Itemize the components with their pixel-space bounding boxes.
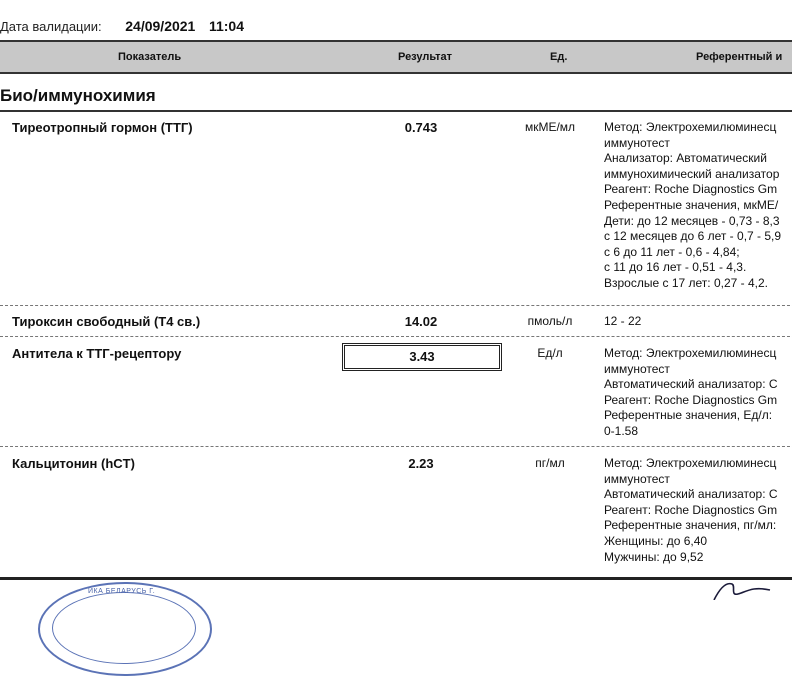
official-stamp-inner-ring — [52, 592, 196, 664]
table-bottom-border — [0, 577, 792, 580]
section-title: Био/иммунохимия — [0, 86, 792, 112]
test-result-flagged: 3.43 — [342, 343, 502, 371]
test-reference: Метод: Электрохемилюминесц иммунотест Анализатор: Автоматический иммунохимический анализатор Реагент: Roche Diagnostics Gm Референтные значения, мкМЕ/ Дети: до 12 месяцев - 0,73 - 8,3 с 12 месяцев до 6 лет - 0,7 - 5,9 с 6 до 11 лет - 0,6 - 4,84; с 11 до 16 лет - 0,51 - 4,3. Взрослые с 17 лет: 0,27 - 4,2. — [604, 120, 782, 290]
validation-label: Дата валидации: — [0, 19, 102, 34]
column-indicator: Показатель — [118, 51, 182, 63]
test-result: 2.23 — [408, 456, 434, 471]
validation-line — [0, 18, 244, 34]
table-header — [0, 40, 792, 74]
row-divider — [0, 446, 792, 447]
test-unit: пмоль/л — [527, 314, 573, 328]
test-unit: мкМЕ/мл — [524, 120, 576, 134]
test-name: Тиреотропный гормон (ТТГ) — [12, 120, 193, 135]
row-divider — [0, 336, 792, 337]
row-divider — [0, 305, 792, 306]
column-reference: Референтный и — [696, 51, 783, 63]
test-name: Тироксин свободный (Т4 св.) — [12, 314, 201, 329]
column-result: Результат — [398, 51, 453, 63]
test-unit: пг/мл — [535, 456, 565, 470]
test-reference: Метод: Электрохемилюминесц иммунотест Автоматический анализатор: С Реагент: Roche Diagnostics Gm Референтные значения, пг/мл: Женщины: до 6,40 Мужчины: до 9,52 — [604, 456, 778, 564]
test-reference: 12 - 22 — [604, 314, 642, 328]
signature-mark — [712, 580, 772, 600]
validation-time: 11:04 — [208, 18, 245, 34]
test-name: Антитела к ТТГ-рецептору — [12, 346, 182, 361]
validation-date: 24/09/2021 — [125, 18, 196, 34]
test-reference: Метод: Электрохемилюминесц иммунотест Автоматический анализатор: С Реагент: Roche Diagnostics Gm Референтные значения, Ед/л: 0-1.58 — [604, 346, 778, 438]
column-unit: Ед. — [550, 51, 568, 63]
test-result: 14.02 — [404, 314, 438, 329]
stamp-text: ИКА БЕЛАРУСЬ Г. — [88, 588, 156, 595]
test-result: 0.743 — [404, 120, 438, 135]
test-name: Кальцитонин (hCT) — [12, 456, 135, 471]
test-unit: Ед/л — [537, 346, 563, 360]
